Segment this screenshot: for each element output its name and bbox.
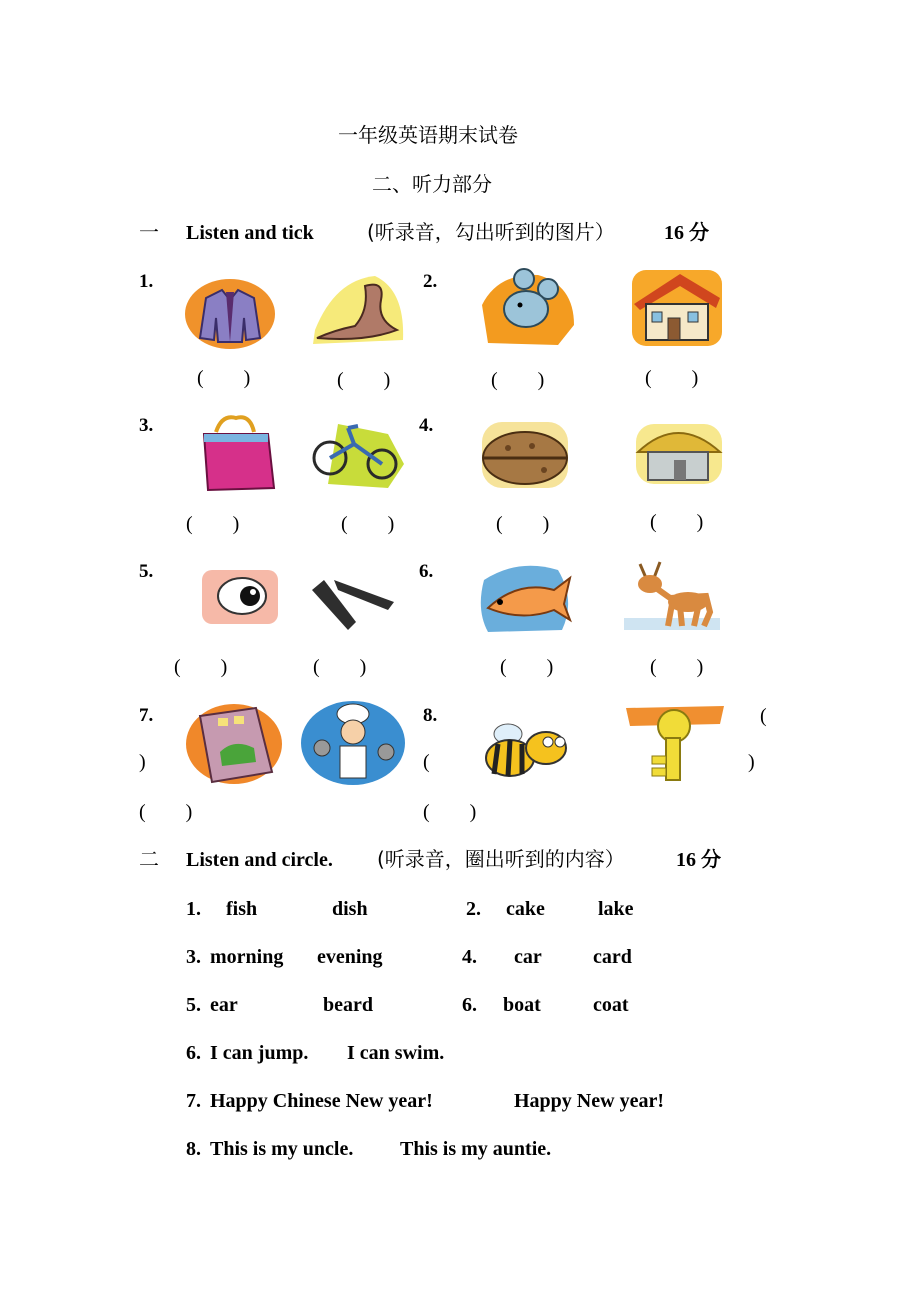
fish-icon[interactable] — [478, 560, 574, 634]
option-a[interactable]: Happy Chinese New year! — [210, 1090, 433, 1112]
answer-blank[interactable]: ( ) — [423, 801, 477, 823]
option-b[interactable]: I can swim. — [347, 1042, 445, 1064]
answer-blank[interactable]: ( ) — [197, 367, 251, 389]
coat-icon[interactable] — [184, 278, 276, 350]
eye-icon[interactable] — [202, 570, 278, 624]
answer-blank[interactable]: ( ) — [341, 513, 395, 535]
section1-instruction: (听录音，勾出听到的图片） — [367, 220, 615, 244]
question-number: 4. — [419, 415, 434, 436]
question-number: 3. — [139, 415, 154, 436]
chef-icon[interactable] — [300, 700, 406, 786]
answer-blank[interactable]: ( ) — [139, 801, 193, 823]
section2-instruction: (听录音，圈出听到的内容） — [377, 847, 625, 871]
question-number: 8. — [423, 705, 438, 726]
answer-blank[interactable]: ( ) — [174, 656, 228, 678]
option-a[interactable]: morning — [210, 946, 284, 968]
answer-blank-open: ( — [760, 705, 767, 727]
deer-icon[interactable] — [620, 558, 720, 632]
item-number: 7. — [186, 1090, 201, 1112]
item-number: 4. — [462, 946, 477, 968]
answer-blank-close: ) — [748, 751, 755, 773]
option-b[interactable]: beard — [323, 994, 373, 1016]
key-icon[interactable] — [620, 702, 730, 782]
book-icon[interactable] — [184, 702, 284, 786]
section2-score: 16 分 — [676, 849, 721, 871]
section1-heading: Listen and tick — [186, 222, 314, 244]
option-a[interactable]: boat — [503, 994, 541, 1016]
option-a[interactable]: car — [514, 946, 542, 968]
option-b[interactable]: dish — [332, 898, 368, 920]
question-number: 2. — [423, 271, 438, 292]
option-a[interactable]: ear — [210, 994, 238, 1016]
option-a[interactable]: fish — [226, 898, 258, 920]
eyebrow-icon[interactable] — [308, 572, 396, 634]
option-a[interactable]: This is my uncle. — [210, 1138, 354, 1160]
item-number: 3. — [186, 946, 201, 968]
bag-icon[interactable] — [196, 412, 276, 492]
hat-icon[interactable] — [305, 270, 409, 346]
answer-blank[interactable]: ( ) — [186, 513, 240, 535]
option-b[interactable]: This is my auntie. — [400, 1138, 552, 1160]
answer-blank[interactable]: ( ) — [650, 656, 704, 678]
option-a[interactable]: I can jump. — [210, 1042, 309, 1064]
option-a[interactable]: cake — [506, 898, 545, 920]
answer-blank-close: ) — [139, 751, 146, 773]
item-number: 6. — [186, 1042, 201, 1064]
section2-heading: Listen and circle. — [186, 849, 333, 871]
section1-score: 16 分 — [664, 222, 709, 244]
house-icon[interactable] — [630, 268, 724, 348]
item-number: 5. — [186, 994, 201, 1016]
option-b[interactable]: lake — [598, 898, 634, 920]
answer-blank-open: ( — [423, 751, 430, 773]
section1-index: 一 — [139, 220, 159, 244]
bee-icon[interactable] — [474, 716, 570, 786]
question-number: 5. — [139, 561, 154, 582]
answer-blank[interactable]: ( ) — [650, 511, 704, 533]
page-title: 一年级英语期末试卷 — [338, 123, 518, 147]
item-number: 6. — [462, 994, 477, 1016]
item-number: 1. — [186, 898, 201, 920]
answer-blank[interactable]: ( ) — [645, 367, 699, 389]
question-number: 1. — [139, 271, 154, 292]
option-b[interactable]: Happy New year! — [514, 1090, 664, 1112]
hut-icon[interactable] — [632, 414, 724, 486]
option-b[interactable]: coat — [593, 994, 629, 1016]
nut-icon[interactable] — [478, 418, 572, 492]
question-number: 7. — [139, 705, 154, 726]
option-b[interactable]: card — [593, 946, 632, 968]
question-number: 6. — [419, 561, 434, 582]
section2-index: 二 — [139, 847, 159, 871]
item-number: 2. — [466, 898, 481, 920]
item-number: 8. — [186, 1138, 201, 1160]
answer-blank[interactable]: ( ) — [491, 369, 545, 391]
answer-blank[interactable]: ( ) — [337, 369, 391, 391]
mouse-icon[interactable] — [478, 265, 576, 347]
answer-blank[interactable]: ( ) — [313, 656, 367, 678]
bike-icon[interactable] — [308, 414, 406, 492]
answer-blank[interactable]: ( ) — [500, 656, 554, 678]
page-subtitle: 二、听力部分 — [372, 172, 492, 196]
option-b[interactable]: evening — [317, 946, 383, 968]
answer-blank[interactable]: ( ) — [496, 513, 550, 535]
